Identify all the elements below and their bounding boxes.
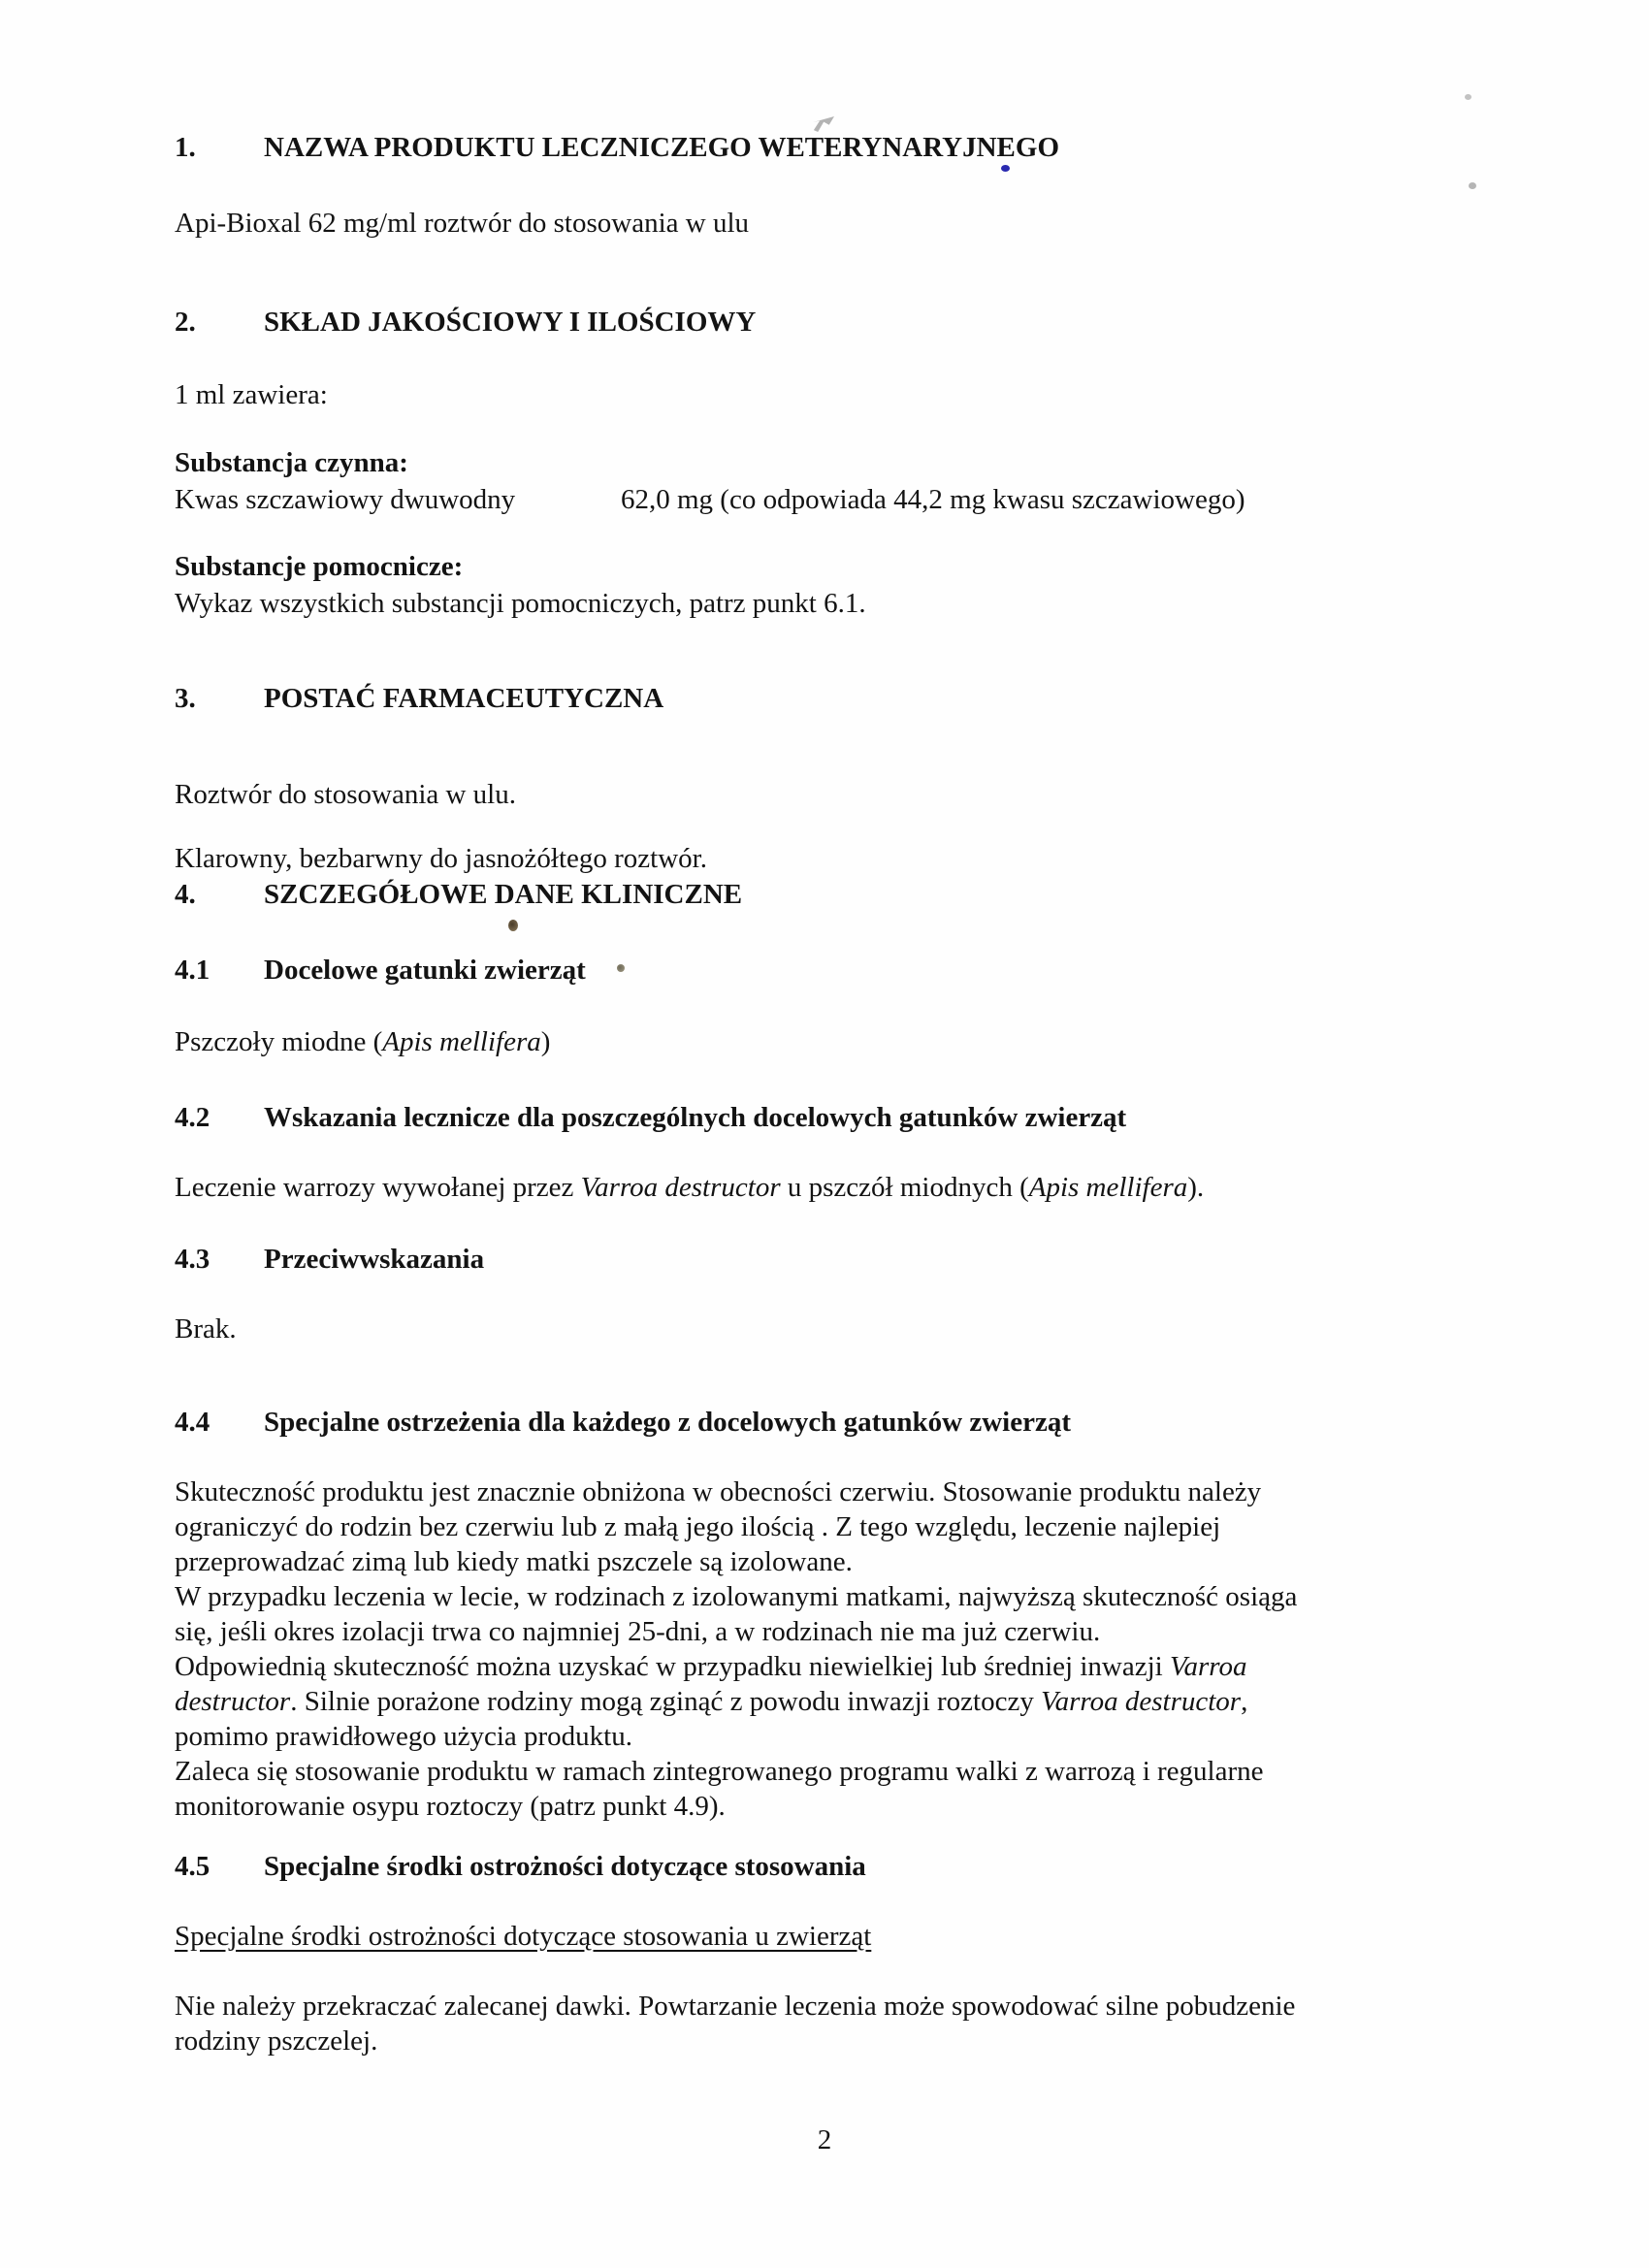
excipients-label: Substancje pomocnicze: [175, 551, 464, 582]
active-substance-row [175, 484, 1245, 516]
section-4-5-heading [175, 1851, 866, 1883]
section-1-title: NAZWA PRODUKTU LECZNICZEGO WETERYNARYJNEGO [264, 132, 1060, 163]
ink-speck-blue [1001, 165, 1010, 172]
section-4-heading [175, 879, 742, 911]
section-4-2-title: Wskazania lecznicze dla poszczególnych docelowych gatunków zwierząt [264, 1102, 1127, 1133]
section-3-heading [175, 683, 663, 715]
section-4-3-title: Przeciwwskazania [264, 1244, 485, 1275]
section-4-5-title: Specjalne środki ostrożności dotyczące stosowania [264, 1851, 866, 1882]
precaution-line: Nie należy przekraczać zalecanej dawki. Powtarzanie leczenia może spowodować silne pobudzenie [175, 1991, 1296, 2022]
section-4-1-number: 4.1 [175, 955, 210, 986]
section-4-5-number: 4.5 [175, 1851, 210, 1882]
section-4-3-heading [175, 1244, 484, 1276]
warning-line: W przypadku leczenia w lecie, w rodzinach z izolowanymi matkami, najwyższą skuteczność osiąga [175, 1581, 1298, 1612]
page-number: 2 [817, 2124, 832, 2155]
precaution-line: rodziny pszczelej. [175, 2025, 378, 2057]
section-4-number: 4. [175, 879, 196, 910]
target-species-text: Pszczoły miodne (Apis mellifera) [175, 1026, 551, 1057]
active-substance-amount: 62,0 mg (co odpowiada 44,2 mg kwasu szczawiowego) [621, 484, 1245, 515]
section-2-number: 2. [175, 307, 196, 338]
composition-intro: 1 ml zawiera: [175, 379, 328, 410]
precautions-paragraph [175, 1989, 1295, 2058]
scan-speck [508, 920, 518, 931]
section-1-number: 1. [175, 132, 196, 163]
special-warnings-paragraph [175, 1474, 1297, 1824]
section-4-1-heading [175, 955, 586, 987]
section-3-number: 3. [175, 683, 196, 714]
section-4-4-number: 4.4 [175, 1407, 210, 1438]
section-1-heading [175, 132, 1059, 164]
form-line: Roztwór do stosowania w ulu. [175, 779, 516, 810]
section-4-2-heading [175, 1102, 1126, 1134]
warning-line: Zaleca się stosowanie produktu w ramach zintegrowanego programu walki z warrozą i regularne [175, 1756, 1264, 1787]
section-3-title: POSTAĆ FARMACEUTYCZNA [264, 683, 664, 714]
section-4-3-number: 4.3 [175, 1244, 210, 1275]
section-2-title: SKŁAD JAKOŚCIOWY I ILOŚCIOWY [264, 307, 757, 338]
warning-line: destructor. Silnie porażone rodziny mogą zginąć z powodu inwazji roztoczy Varroa destructor, [175, 1686, 1248, 1717]
warning-line: ograniczyć do rodzin bez czerwiu lub z małą jego ilością . Z tego względu, leczenie najlepiej [175, 1511, 1221, 1542]
warning-line: się, jeśli okres izolacji trwa co najmniej 25-dni, a w rodzinach nie ma już czerwiu. [175, 1616, 1101, 1647]
warning-line: Odpowiednią skuteczność można uzyskać w przypadku niewielkiej lub średniej inwazji Varroa [175, 1651, 1247, 1682]
scan-speck [1469, 182, 1476, 189]
scan-speck [617, 964, 625, 972]
form-line: Klarowny, bezbarwny do jasnożółtego roztwór. [175, 843, 707, 874]
contraindications-text: Brak. [175, 1313, 237, 1345]
warning-line: Skuteczność produktu jest znacznie obniżona w obecności czerwiu. Stosowanie produktu należy [175, 1476, 1262, 1507]
product-name-line: Api-Bioxal 62 mg/ml roztwór do stosowania w ulu [175, 208, 750, 239]
warning-line: przeprowadzać zimą lub kiedy matki pszczele są izolowane. [175, 1546, 853, 1577]
section-4-4-heading [175, 1407, 1071, 1439]
precautions-subheading: Specjalne środki ostrożności dotyczące stosowania u zwierząt [175, 1921, 872, 1952]
cursor-artifact [811, 116, 834, 132]
excipients-text: Wykaz wszystkich substancji pomocniczych, patrz punkt 6.1. [175, 588, 866, 619]
section-4-1-title: Docelowe gatunki zwierząt [264, 955, 586, 986]
section-4-4-title: Specjalne ostrzeżenia dla każdego z docelowych gatunków zwierząt [264, 1407, 1072, 1438]
active-substance-name: Kwas szczawiowy dwuwodny [175, 484, 516, 515]
section-2-heading [175, 307, 756, 339]
section-4-2-number: 4.2 [175, 1102, 210, 1133]
section-4-title: SZCZEGÓŁOWE DANE KLINICZNE [264, 879, 743, 910]
warning-line: monitorowanie osypu roztoczy (patrz punkt 4.9). [175, 1791, 726, 1822]
scan-speck [1465, 94, 1471, 100]
indications-text: Leczenie warrozy wywołanej przez Varroa destructor u pszczół miodnych (Apis mellifera). [175, 1172, 1205, 1203]
warning-line: pomimo prawidłowego użycia produktu. [175, 1721, 632, 1752]
active-substance-label: Substancja czynna: [175, 447, 408, 478]
